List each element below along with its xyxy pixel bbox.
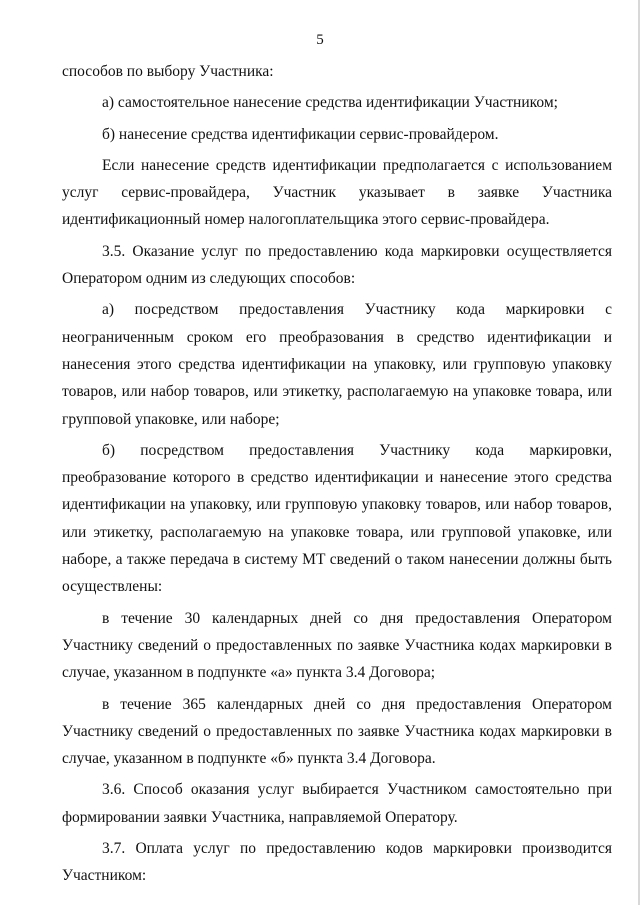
paragraph-3-5: 3.5. Оказание услуг по предоставлению кода маркировки осуществляется Оператором одним из следующих способов: xyxy=(62,242,612,288)
paragraph-option-b: б) нанесение средства идентификации сервис-провайдером. xyxy=(102,125,499,143)
paragraph-service-provider-line2: услуг сервис-провайдера, Участник указывает в заявке Участника xyxy=(62,184,612,202)
paragraph-3-6: 3.6. Способ оказания услуг выбирается Участником самостоятельно при формировании заявки Участника, направляемой Оператору. xyxy=(62,781,612,826)
paragraph-option-a: а) самостоятельное нанесение средства идентификации Участником; xyxy=(102,94,558,112)
paragraph-365-days: в течение 365 календарных дней со дня предоставления Оператором Участнику сведений о предоставленных по заявке Участника кодах маркировки в случае, указанном в подпункте «б» пункта 3.4 Договора. xyxy=(62,695,612,768)
paragraph-3-7: 3.7. Оплата услуг по предоставлению кодов маркировки производится Участником: xyxy=(62,840,612,885)
paragraph-service-provider-line3: идентификационный номер налогоплательщика этого сервис-провайдера. xyxy=(62,211,550,229)
paragraph-3-5-a: а) посредством предоставления Участнику кода маркировки с неограниченным сроком его преобразования в средство идентификации и нанесения этого средства идентификации на упаковку, или групповую упаковку товаров, или набор товаров, или этикетку, располагаемую на упаковке товара, или групповой упаковке, или наборе; xyxy=(62,301,612,428)
paragraph-continuation: способов по выбору Участника: xyxy=(62,63,274,80)
paragraph-30-days: в течение 30 календарных дней со дня предоставления Оператором Участнику сведений о предоставленных по заявке Участника кодах маркировки в случае, указанном в подпункте «а» пункта 3.4 Договора; xyxy=(62,609,612,682)
document-body xyxy=(62,58,612,890)
paragraph-3-5-b: б) посредством предоставления Участнику кода маркировки, преобразование которого в средство идентификации и нанесение этого средства идентификации на упаковку, или групповую упаковку товаров, или набор товаров, или этикетку, располагаемую на упаковке товара, или групповой упаковке, или наборе, а также передача в систему МТ сведений о таком нанесении должны быть осуществлены: xyxy=(62,441,612,596)
page-number: 5 xyxy=(316,32,324,48)
paragraph-service-provider-line1: Если нанесение средств идентификации предполагается с использованием xyxy=(102,156,612,174)
